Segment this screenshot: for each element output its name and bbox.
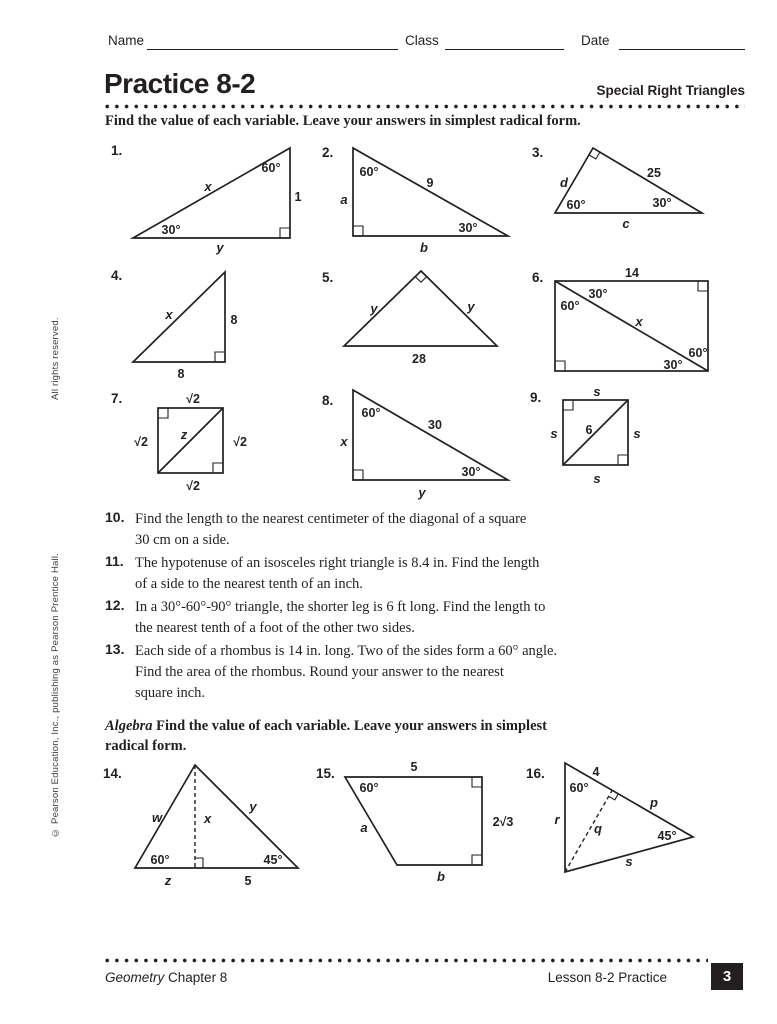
footer-book-title — [105, 970, 227, 985]
label-side-s-right: s — [633, 426, 641, 441]
word-problem-10 — [105, 509, 665, 551]
label-side-5: 5 — [410, 760, 418, 774]
problem-16 — [526, 758, 741, 896]
problem-7-diagram — [103, 388, 268, 500]
problem-9-diagram — [528, 385, 663, 495]
problem-1-diagram — [103, 140, 313, 255]
word-problem-10-line-2: 30 cm on a side. — [135, 532, 230, 548]
label-side-25: 25 — [647, 166, 661, 180]
class-label: Class — [405, 33, 439, 48]
footer-dotted-rule — [105, 958, 708, 963]
date-line[interactable] — [619, 33, 745, 50]
problem-1 — [103, 140, 313, 255]
label-side-9: 9 — [426, 176, 434, 190]
word-problem-11-line-1: The hypotenuse of an isosceles right triangle is 8.4 in. Find the length — [135, 555, 540, 571]
label-side-y-left: y — [370, 301, 378, 316]
label-angle-30-top: 30° — [588, 287, 608, 301]
label-side-y: y — [216, 240, 224, 255]
label-side-c: c — [622, 216, 630, 231]
problem-16-number: 16. — [526, 766, 545, 781]
label-angle-60-right: 60° — [688, 346, 708, 360]
label-base-b: b — [437, 869, 445, 884]
problem-3-number: 3. — [532, 145, 544, 160]
algebra-rest: Find the value of each variable. Leave your answers in simplest — [152, 718, 547, 734]
problem-6-diagram — [528, 265, 773, 380]
label-angle-60: 60° — [361, 406, 381, 420]
word-problem-12-number: 12. — [105, 597, 125, 613]
label-side-s-top: s — [593, 385, 601, 399]
label-side-x: x — [165, 307, 173, 322]
label-side-d: d — [560, 175, 568, 190]
problem-3 — [528, 140, 773, 240]
problem-1-number: 1. — [111, 143, 123, 158]
word-problem-10-line-1: Find the length to the nearest centimeter of the diagonal of a square — [135, 511, 527, 527]
algebra-instruction — [105, 716, 665, 756]
label-side-8-bottom: 8 — [177, 367, 185, 381]
sidebar-rights-text: All rights reserved. — [50, 317, 61, 400]
date-label: Date — [581, 33, 610, 48]
label-angle-45: 45° — [657, 829, 677, 843]
label-side-1: 1 — [294, 190, 302, 204]
problem-2 — [318, 140, 518, 255]
class-line[interactable] — [445, 33, 564, 50]
label-altitude-q: q — [594, 821, 602, 836]
word-problem-10-number: 10. — [105, 509, 125, 525]
label-side-y: y — [249, 799, 257, 814]
label-side-root2-left: √2 — [134, 435, 148, 449]
problem-9-number: 9. — [530, 390, 542, 405]
label-side-a: a — [360, 820, 368, 835]
problem-15-number: 15. — [316, 766, 335, 781]
footer-book-italic: Geometry — [105, 970, 165, 985]
problem-15-diagram — [316, 758, 521, 893]
word-problem-11 — [105, 553, 665, 595]
problem-8 — [318, 385, 518, 500]
label-base-z: z — [164, 873, 172, 888]
problem-7-number: 7. — [111, 391, 123, 406]
label-base-s: s — [625, 854, 633, 869]
word-problem-12 — [105, 597, 665, 639]
word-problem-13-line-2: Find the area of the rhombus. Round your answer to the nearest — [135, 664, 504, 680]
label-side-30: 30 — [428, 418, 442, 432]
label-side-s-bottom: s — [593, 471, 601, 486]
label-angle-60: 60° — [261, 161, 281, 175]
label-angle-30: 30° — [458, 221, 478, 235]
label-angle-60: 60° — [359, 781, 379, 795]
word-problem-11-line-2: of a side to the nearest tenth of an inch. — [135, 576, 363, 592]
label-angle-60: 60° — [569, 781, 589, 795]
footer-lesson-label: Lesson 8-2 Practice — [547, 970, 667, 985]
word-problem-12-line-2: the nearest tenth of a foot of the other two sides. — [135, 620, 415, 636]
label-angle-60: 60° — [150, 853, 170, 867]
label-angle-60: 60° — [359, 165, 379, 179]
label-altitude-x: x — [204, 811, 212, 826]
problem-2-diagram — [318, 140, 518, 255]
label-side-28: 28 — [412, 352, 426, 366]
label-side-root2-top: √2 — [186, 392, 200, 406]
label-side-y-right: y — [467, 299, 475, 314]
problem-2-number: 2. — [322, 145, 334, 160]
label-seg-p: p — [650, 795, 658, 810]
label-side-x: x — [340, 434, 348, 449]
problem-5 — [318, 265, 518, 370]
word-problem-12-line-1: In a 30°-60°-90° triangle, the shorter leg is 6 ft long. Find the length to — [135, 599, 546, 615]
label-angle-45: 45° — [263, 853, 283, 867]
label-side-14: 14 — [625, 266, 639, 280]
algebra-word: Algebra — [105, 718, 153, 734]
problem-5-number: 5. — [322, 270, 334, 285]
problem-3-diagram — [528, 140, 773, 240]
word-problem-13 — [105, 641, 665, 704]
problem-4-diagram — [103, 265, 263, 383]
label-side-8-right: 8 — [230, 313, 238, 327]
label-diagonal-z: z — [180, 427, 188, 442]
name-label: Name — [108, 33, 145, 48]
label-base-5: 5 — [244, 874, 252, 888]
page-title: Practice 8-2 — [104, 68, 256, 99]
page-number-badge: 3 — [711, 963, 743, 990]
problem-4 — [103, 265, 263, 383]
problem-16-diagram — [526, 758, 741, 896]
title-dotted-rule — [105, 104, 745, 109]
problem-9 — [528, 385, 663, 495]
label-diagonal-x: x — [635, 314, 643, 329]
word-problem-13-line-1: Each side of a rhombus is 14 in. long. Two of the sides form a 60° angle. — [135, 643, 558, 659]
label-side-a: a — [340, 192, 348, 207]
sidebar-copyright-text: © Pearson Education, Inc., publishing as Pearson Prentice Hall. — [50, 553, 61, 838]
word-problem-11-number: 11. — [105, 553, 124, 569]
problem-8-diagram — [318, 385, 518, 500]
problem-7 — [103, 388, 268, 500]
page-subtitle: Special Right Triangles — [596, 83, 745, 98]
label-side-y: y — [418, 485, 426, 500]
problem-15 — [316, 758, 521, 893]
label-side-2root3: 2√3 — [492, 815, 514, 829]
label-angle-30: 30° — [652, 196, 672, 210]
label-side-r: r — [554, 812, 560, 827]
label-side-x: x — [204, 179, 212, 194]
label-angle-30-bottom: 30° — [663, 358, 683, 372]
label-angle-30: 30° — [161, 223, 181, 237]
problem-14-diagram — [103, 758, 318, 893]
label-angle-60-left: 60° — [560, 299, 580, 313]
word-problem-13-number: 13. — [105, 641, 125, 657]
label-angle-30: 30° — [461, 465, 481, 479]
label-diagonal-6: 6 — [585, 423, 593, 437]
word-problem-13-line-3: square inch. — [135, 685, 206, 701]
name-line[interactable] — [147, 33, 398, 50]
problem-14 — [103, 758, 318, 893]
problem-4-number: 4. — [111, 268, 123, 283]
label-side-w: w — [151, 810, 163, 825]
label-seg-4: 4 — [592, 765, 600, 779]
problem-6 — [528, 265, 773, 380]
label-side-root2-right: √2 — [233, 435, 247, 449]
label-side-root2-bottom: √2 — [186, 479, 200, 493]
problem-6-number: 6. — [532, 270, 544, 285]
label-side-s-left: s — [550, 426, 558, 441]
algebra-line-2: radical form. — [105, 738, 187, 754]
instruction-1: Find the value of each variable. Leave your answers in simplest radical form. — [105, 113, 581, 129]
footer-book-rest: Chapter 8 — [164, 970, 228, 985]
problem-14-number: 14. — [103, 766, 122, 781]
label-angle-60: 60° — [566, 198, 586, 212]
problem-8-number: 8. — [322, 393, 334, 408]
problem-5-diagram — [318, 265, 518, 370]
label-side-b: b — [420, 240, 428, 255]
